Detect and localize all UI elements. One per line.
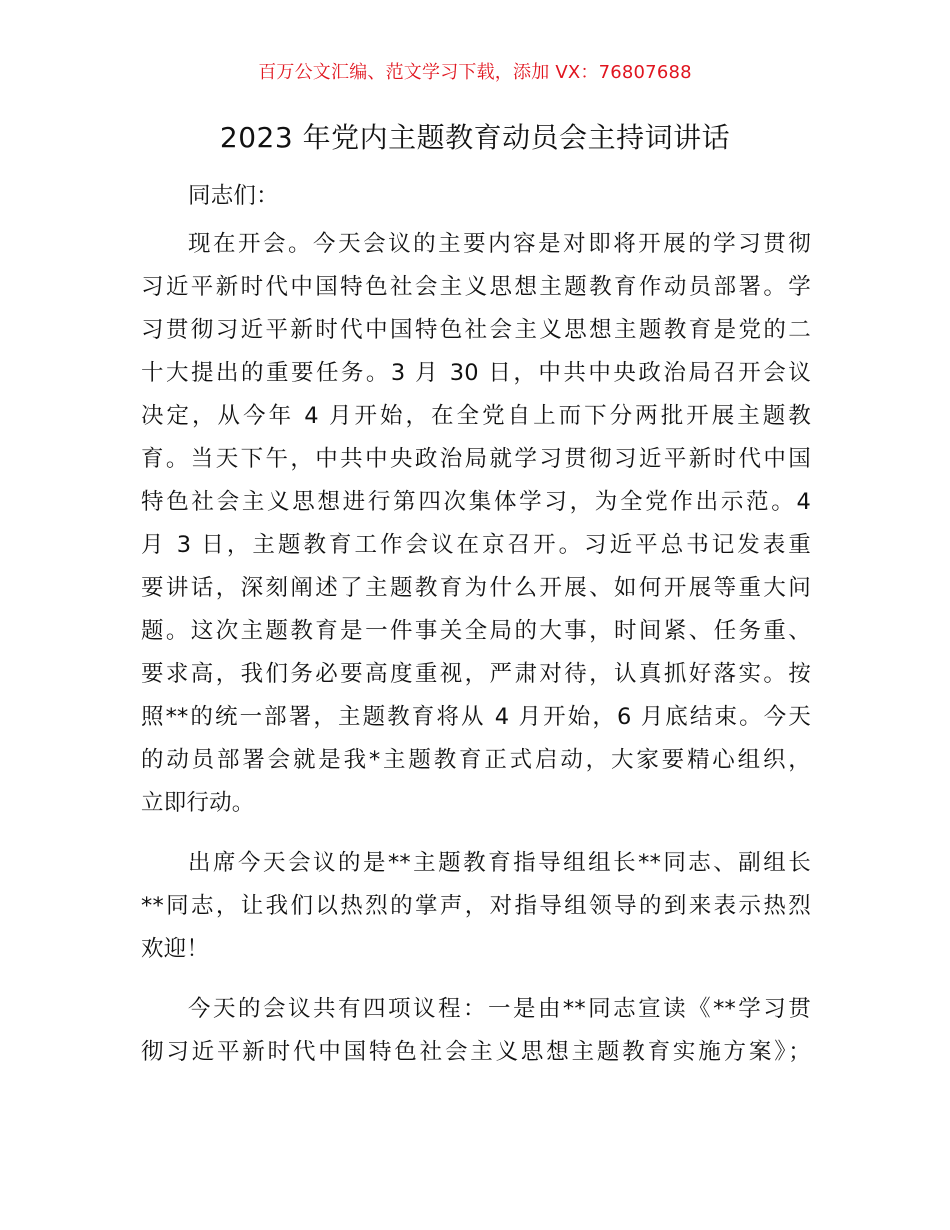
- paragraph-line: 十大提出的重要任务。3 月 30 日，中共中央政治局召开会议: [141, 360, 811, 386]
- paragraph-line: 要求高，我们务必要高度重视，严肃对待，认真抓好落实。按: [141, 661, 811, 687]
- paragraph-line: 特色社会主义思想进行第四次集体学习，为全党作出示范。4: [141, 489, 811, 515]
- salutation: 同志们：: [188, 183, 279, 209]
- paragraph-line: 今天的会议共有四项议程：一是由**同志宣读《**学习贯: [188, 996, 811, 1022]
- paragraph-line: 育。当天下午，中共中央政治局就学习贯彻习近平新时代中国: [141, 446, 811, 472]
- paragraph-line: 要讲话，深刻阐述了主题教育为什么开展、如何开展等重大问: [141, 575, 811, 601]
- watermark-header: 百万公文汇编、范文学习下载，添加 VX：76807688: [258, 62, 692, 83]
- paragraph-line: 现在开会。今天会议的主要内容是对即将开展的学习贯彻: [188, 231, 811, 257]
- paragraph-line: 立即行动。: [141, 790, 255, 816]
- paragraph-line: 欢迎！: [141, 936, 210, 962]
- paragraph-line: 彻习近平新时代中国特色社会主义思想主题教育实施方案》；: [141, 1039, 811, 1065]
- paragraph-line: 的动员部署会就是我*主题教育正式启动，大家要精心组织，: [141, 747, 811, 773]
- paragraph-line: 照**的统一部署，主题教育将从 4 月开始，6 月底结束。今天: [141, 704, 811, 730]
- paragraph-line: 题。这次主题教育是一件事关全局的大事，时间紧、任务重、: [141, 618, 811, 644]
- document-title: 2023 年党内主题教育动员会主持词讲话: [219, 121, 731, 154]
- paragraph-line: 习贯彻习近平新时代中国特色社会主义思想主题教育是党的二: [141, 317, 811, 343]
- paragraph-line: 出席今天会议的是**主题教育指导组组长**同志、副组长: [188, 850, 811, 876]
- paragraph-line: 月 3 日，主题教育工作会议在京召开。习近平总书记发表重: [141, 532, 811, 558]
- paragraph-line: 习近平新时代中国特色社会主义思想主题教育作动员部署。学: [141, 274, 811, 300]
- paragraph-line: **同志，让我们以热烈的掌声，对指导组领导的到来表示热烈: [141, 893, 811, 919]
- paragraph-line: 决定，从今年 4 月开始，在全党自上而下分两批开展主题教: [141, 403, 811, 429]
